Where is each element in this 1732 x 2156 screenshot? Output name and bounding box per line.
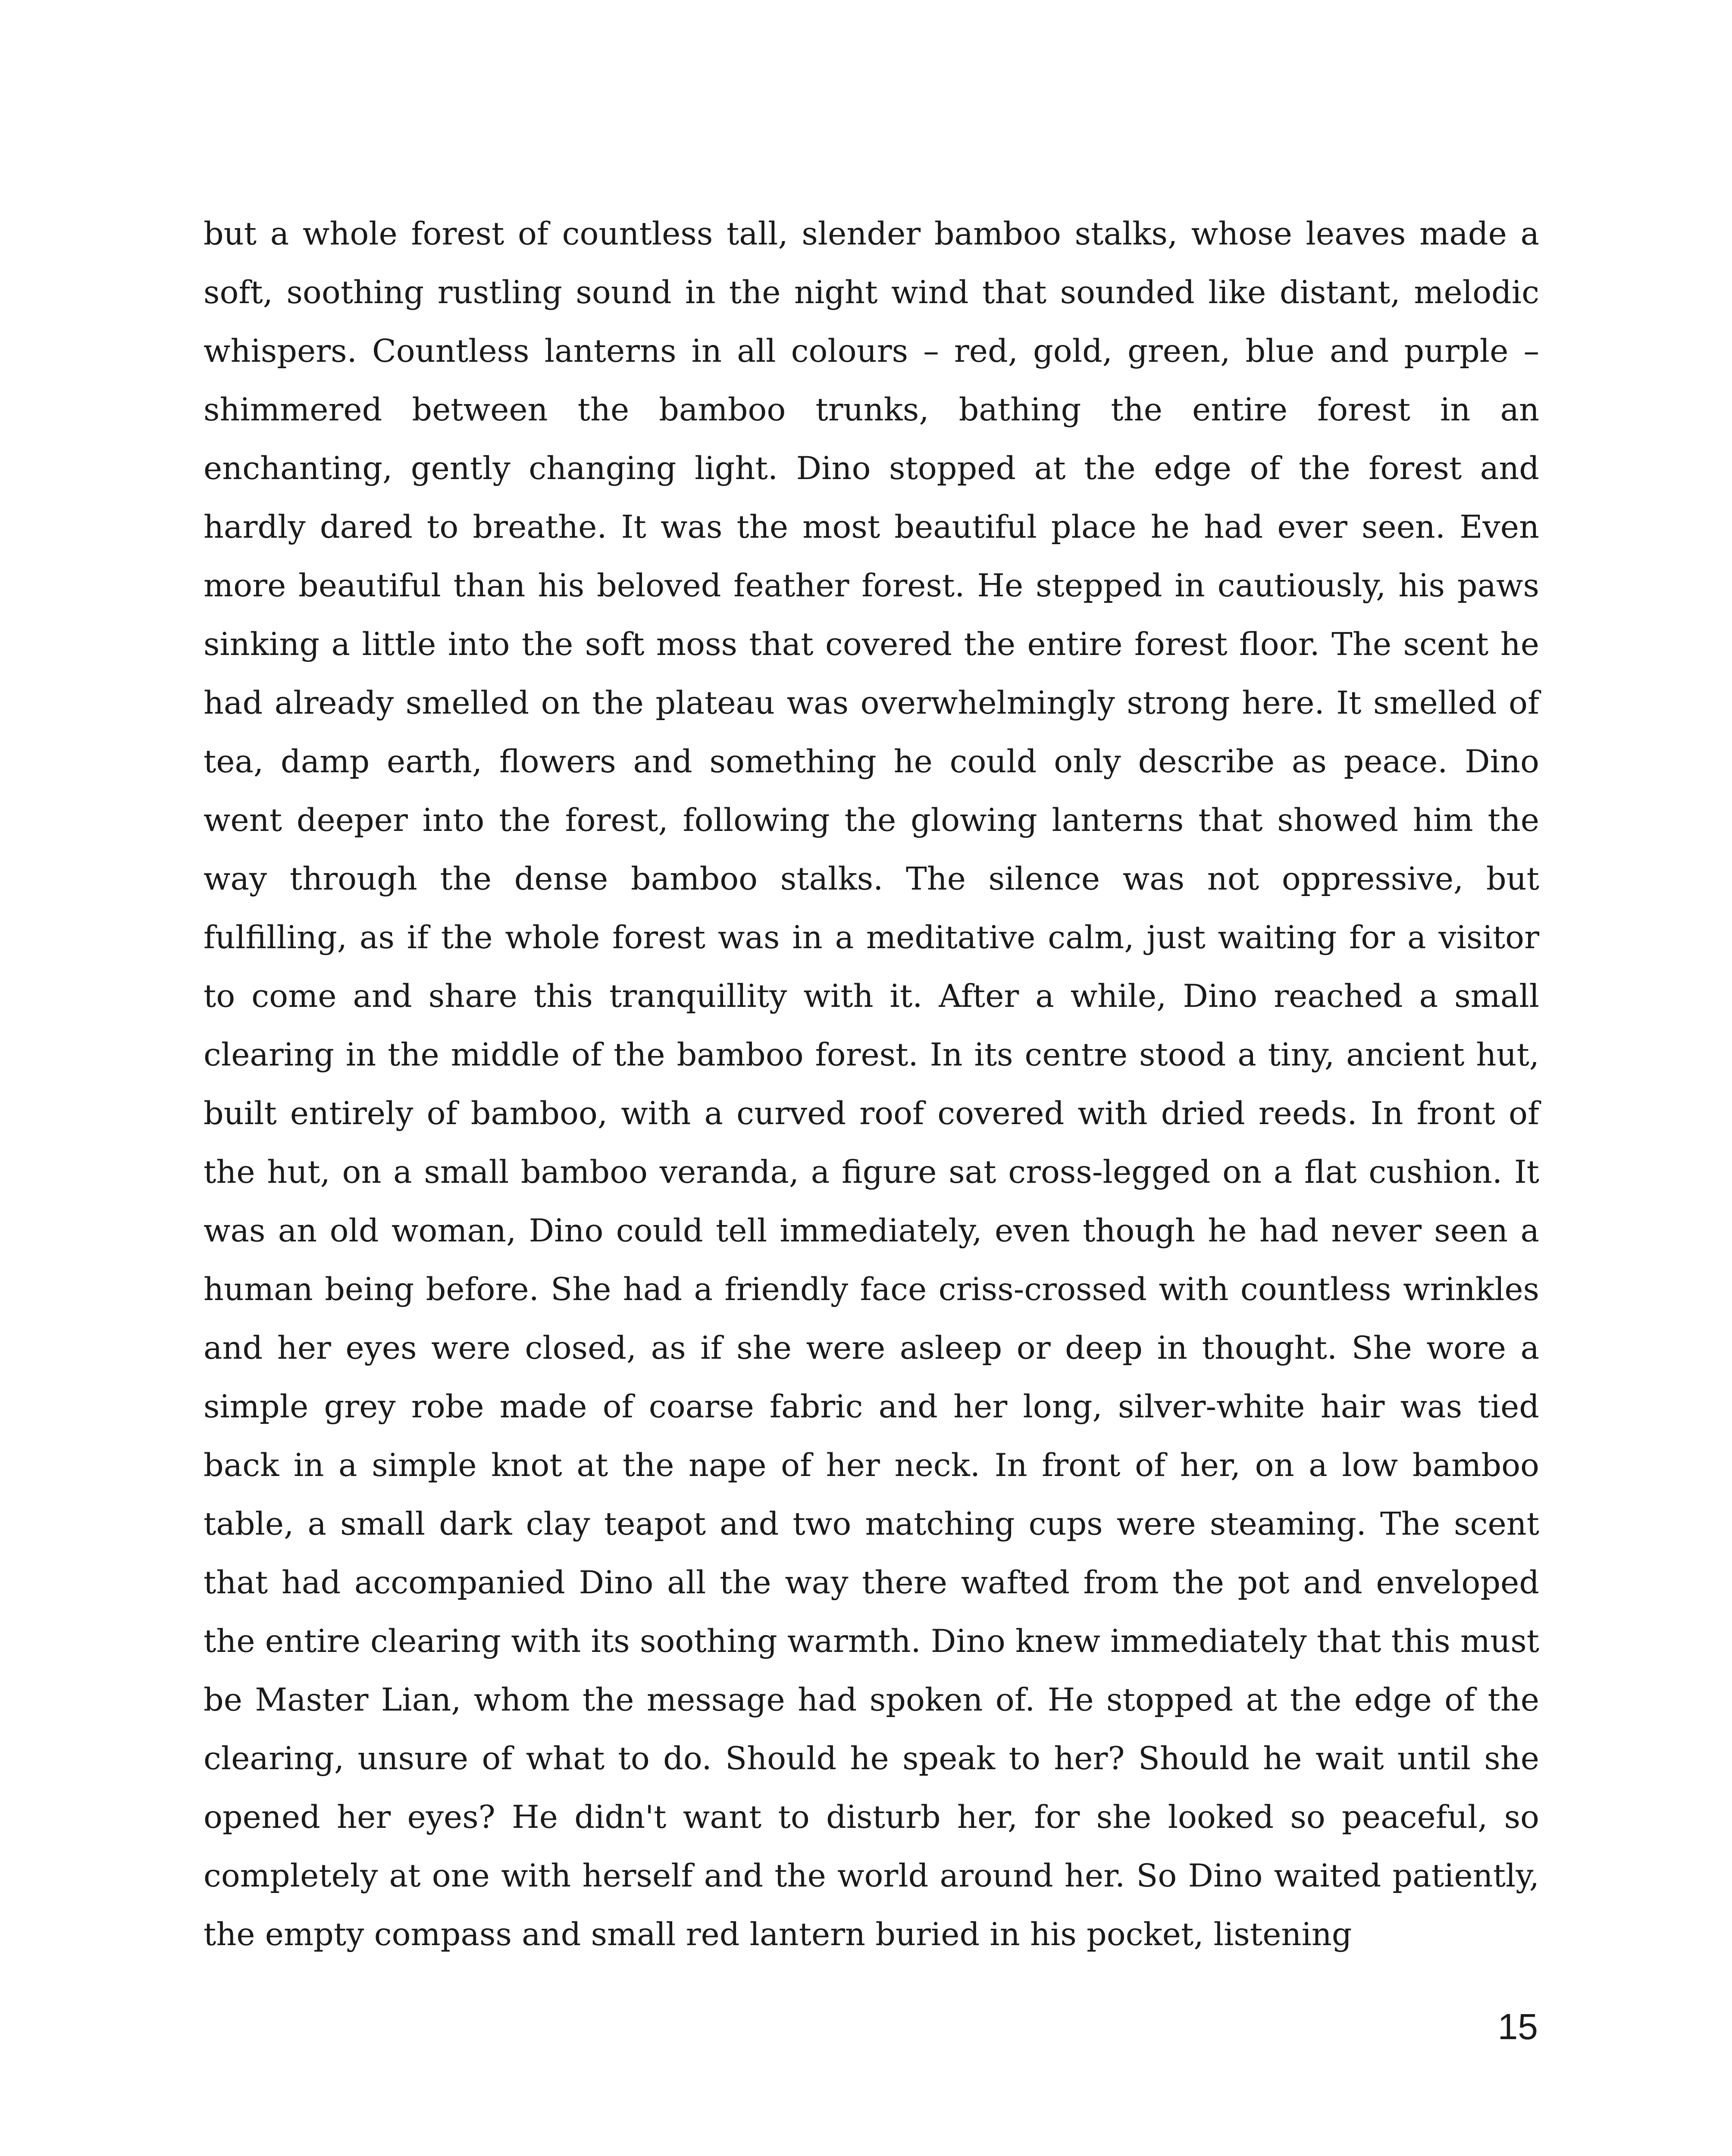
body-paragraph: but a whole forest of countless tall, slender bamboo stalks, whose leaves made a soft, soothing rustling sound in the night wind that sounded like distant, melodic whispers. Countless lanterns in all colours – red, gold, green, blue and purple – shimmered between the bamboo trunks, bathing the entire forest in an enchanting, gently changing light. Dino stopped at the edge of the forest and hardly dared to breathe. It was the most beautiful place he had ever seen. Even more beautiful than his beloved feather forest. He stepped in cautiously, his paws sinking a little into the soft moss that covered the entire forest floor. The scent he had already smelled on the plateau was overwhelmingly strong here. It smelled of tea, damp earth, flowers and something he could only describe as peace. Dino went deeper into the forest, following the glowing lanterns that showed him the way through the dense bamboo stalks. The silence was not oppressive, but fulfilling, as if the whole forest was in a meditative calm, just waiting for a visitor to come and share this tranquillity with it. After a while, Dino reached a small clearing in the middle of the bamboo forest. In its centre stood a tiny, ancient hut, built entirely of bamboo, with a curved roof covered with dried reeds. In front of the hut, on a small bamboo veranda, a figure sat cross-legged on a flat cushion. It was an old woman, Dino could tell immediately, even though he had never seen a human being before. She had a friendly face criss-crossed with countless wrinkles and her eyes were closed, as if she were asleep or deep in thought. She wore a simple grey robe made of coarse fabric and her long, silver-white hair was tied back in a simple knot at the nape of her neck. In front of her, on a low bamboo table, a small dark clay teapot and two matching cups were steaming. The scent that had accompanied Dino all the way there wafted from the pot and enveloped the entire clearing with its soothing warmth. Dino knew immediately that this must be Master Lian, whom the message had spoken of. He stopped at the edge of the clearing, unsure of what to do. Should he speak to her? Should he wait until she opened her eyes? He didn't want to disturb her, for she looked so peaceful, so completely at one with herself and the world around her. So Dino waited patiently, the empty compass and small red lantern buried in his pocket, listening <box>204 216 1539 1953</box>
page-number: 15 <box>1497 2006 1538 2047</box>
